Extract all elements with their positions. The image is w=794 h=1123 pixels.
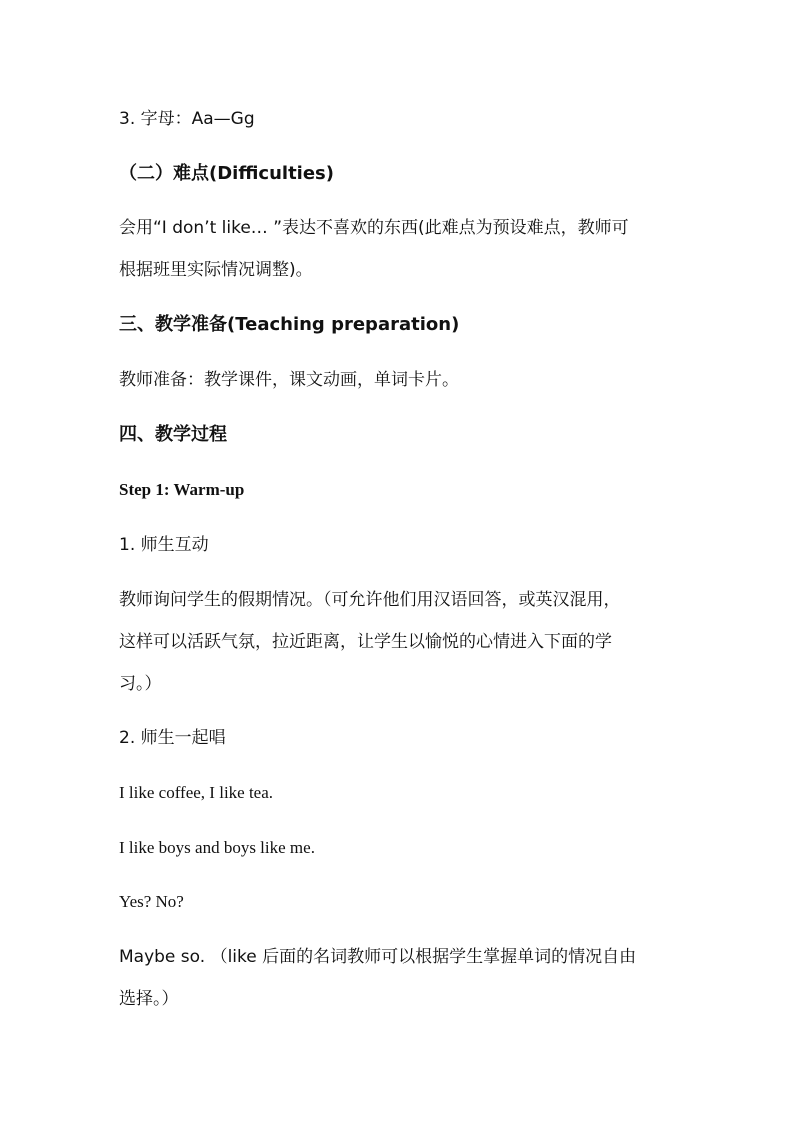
song-line-5: 选择。） — [119, 989, 179, 1009]
song-line-4: Maybe so. （like 后面的名词教师可以根据学生掌握单词的情况自由 — [119, 947, 637, 967]
interaction-text-line-3: 习。） — [119, 674, 162, 694]
sing-together-item: 2. 师生一起唱 — [119, 728, 226, 748]
difficulty-text-line-1: 会用“I don’t like… ”表达不喜欢的东西(此难点为预设难点，教师可 — [119, 218, 629, 238]
step1-heading: Step 1: Warm-up — [119, 480, 245, 499]
song-line-2: I like boys and boys like me. — [119, 838, 315, 857]
interaction-item: 1. 师生互动 — [119, 535, 209, 555]
difficulty-text-line-2: 根据班里实际情况调整)。 — [119, 260, 313, 280]
letters-item: 3. 字母：Aa—Gg — [119, 109, 255, 129]
preparation-text: 教师准备：教学课件，课文动画，单词卡片。 — [119, 370, 459, 390]
teaching-process-heading: 四、教学过程 — [119, 424, 227, 445]
teaching-preparation-heading: 三、教学准备(Teaching preparation) — [119, 314, 460, 335]
song-line-1: I like coffee, I like tea. — [119, 783, 274, 802]
song-line-3: Yes? No? — [119, 892, 184, 911]
difficulties-heading: （二）难点(Difficulties) — [119, 163, 334, 184]
interaction-text-line-2: 这样可以活跃气氛，拉近距离，让学生以愉悦的心情进入下面的学 — [119, 632, 612, 652]
interaction-text-line-1: 教师询问学生的假期情况。（可允许他们用汉语回答，或英汉混用， — [119, 590, 621, 610]
